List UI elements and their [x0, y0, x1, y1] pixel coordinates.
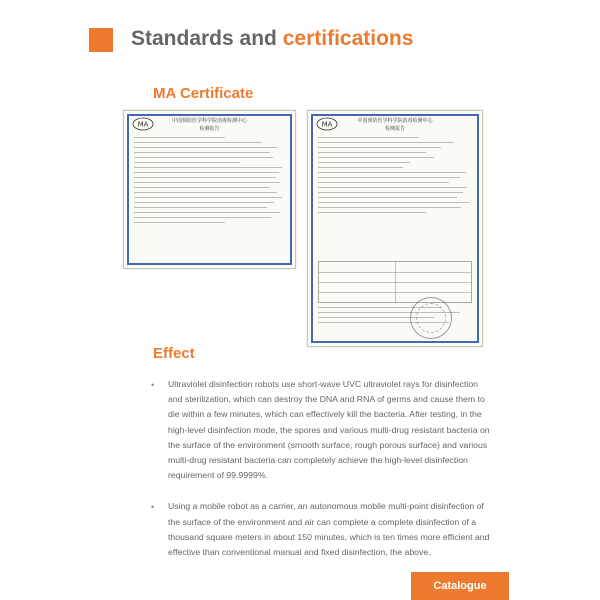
certificate-text-lines [318, 137, 472, 217]
effect-paragraph-2: Using a mobile robot as a carrier, an autonomous mobile multi-point disinfection of the surface of the environment and air can complete a complete disinfection of a thousand square meters in about 150 minutes, which is ten times more efficient and effective than conventional manual and fixed disinfection, the above. [168, 501, 490, 558]
effect-heading: Effect [153, 345, 195, 362]
ma-logo-text: MA [321, 120, 333, 129]
list-item [151, 499, 491, 560]
certificate-header: 中国预防医学科学院消毒检测中心 [357, 118, 433, 124]
list-item [151, 377, 491, 483]
effect-paragraph-1: Ultraviolet disinfection robots use short-wave UVC ultraviolet rays for disinfection and sterilization, which can destroy the DNA and RNA of germs and cause them to die within a few minutes, which can effectively kill the bacteria. After testing, in the high-level disinfection mode, the spores and various multi-drug resistant bacteria on the surface of the environment (smooth surface, rough porous surface) and various multi-drug resistant bacteria can completely achieve the high-level disinfection requirement of 99.9999%. [168, 379, 490, 481]
bullet-icon: • [151, 380, 155, 390]
catalogue-button[interactable]: Catalogue [411, 572, 509, 600]
certificate-image-1 [123, 110, 296, 269]
ma-logo-text: MA [137, 120, 149, 129]
bullet-icon: • [151, 502, 155, 513]
title-accent-square [89, 28, 113, 52]
certificate-stamp [410, 297, 452, 339]
certificate-subheader: 检测报告 [199, 126, 220, 132]
page-title-part1: Standards and [131, 27, 277, 50]
certificate-header: 中国预防医学科学院消毒检测中心 [171, 118, 247, 124]
ma-certificate-heading: MA Certificate [153, 85, 254, 102]
certificate-text-lines [134, 137, 285, 227]
page-title-part2: certifications [282, 27, 414, 50]
certificate-subheader: 检测报告 [384, 126, 405, 132]
page-title [131, 27, 413, 51]
certificate-table [318, 261, 472, 303]
certificate-image-2 [307, 110, 483, 347]
effect-list [151, 377, 491, 576]
